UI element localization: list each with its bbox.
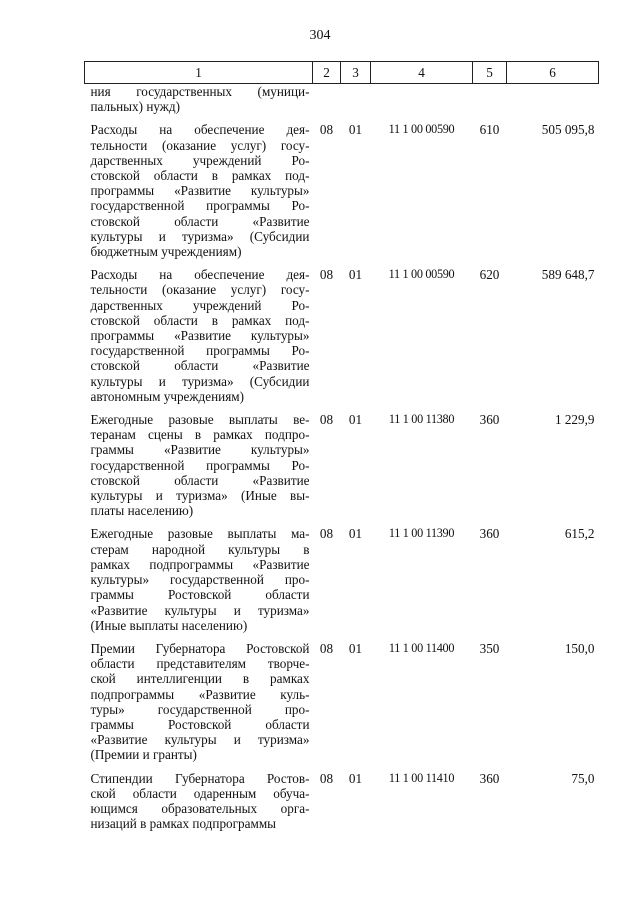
description-line: Ежегодные разовые выплаты ма- [90, 526, 310, 542]
amount: 1 229,9 [554, 412, 595, 428]
row-spacer-cell [85, 259, 599, 267]
description-line: программы «Развитие культуры» [90, 183, 310, 199]
description-line: стерам народной культуры в [90, 541, 310, 557]
table-row [85, 122, 599, 259]
description-line: граммы «Развитие культуры» [90, 442, 310, 458]
description-line: низаций в рамках подпрограммы [90, 816, 277, 832]
table-body [85, 84, 599, 832]
description-line: теранам сцены в рамках подпро- [90, 427, 310, 443]
table-row [85, 84, 599, 115]
amount: 150,0 [564, 640, 595, 656]
description-line: культуры» государственной про- [90, 572, 310, 588]
row-description [85, 641, 313, 763]
section-code: 08 [319, 526, 334, 542]
description-line: Расходы на обеспечение дея- [90, 267, 310, 283]
target-article-code: 11 1 00 00590 [388, 267, 455, 282]
description-line: ющимся образовательных орга- [90, 800, 310, 816]
target-article-code [371, 84, 473, 115]
description-line: государственной программы Ро- [90, 343, 310, 359]
subsection-code: 01 [348, 526, 363, 542]
row-description [85, 771, 313, 832]
row-spacer [85, 259, 599, 267]
expense-type-code [473, 84, 507, 115]
description-line: Расходы на обеспечение дея- [90, 122, 310, 138]
description-line: стовской области в рамках под- [90, 168, 310, 184]
target-article-code: 11 1 00 11400 [388, 640, 455, 655]
description-line: культуры и туризма» (Иные вы- [90, 488, 310, 504]
description-line: туры» государственной про- [90, 701, 310, 717]
row-spacer [85, 114, 599, 122]
expense-type-code: 360 [479, 412, 500, 428]
page-number: 304 [309, 28, 331, 43]
amount: 615,2 [564, 526, 595, 542]
header-col-6: 6 [507, 62, 599, 84]
description-line: (Премии и гранты) [90, 747, 197, 763]
row-description [85, 526, 313, 632]
row-spacer-cell [85, 518, 599, 526]
description-line: тельности (оказание услуг) госу- [90, 137, 310, 153]
description-line: Премии Губернатора Ростовской [90, 640, 310, 656]
subsection-code: 01 [348, 122, 363, 138]
row-description [85, 122, 313, 259]
row-description [85, 412, 313, 518]
target-article-code: 11 1 00 11380 [388, 412, 455, 427]
description-line: ния государственных (муници- [90, 84, 310, 99]
row-spacer-cell [85, 633, 599, 641]
header-col-5: 5 [473, 62, 507, 84]
row-description [85, 267, 313, 404]
description-line: (Иные выплаты населению) [90, 617, 248, 633]
table-row [85, 267, 599, 404]
subsection-code: 01 [348, 640, 363, 656]
description-line: стовской области «Развитие [90, 213, 310, 229]
description-line: дарственных учреждений Ро- [90, 297, 310, 313]
description-line: культуры и туризма» (Субсидии [90, 228, 310, 244]
subsection-code [341, 84, 371, 115]
row-spacer-cell [85, 114, 599, 122]
description-line: пальных) нужд) [90, 99, 181, 115]
header-col-1: 1 [85, 62, 313, 84]
description-line: Стипендии Губернатора Ростов- [90, 770, 310, 786]
row-spacer [85, 518, 599, 526]
amount: 505 095,8 [541, 122, 595, 138]
row-spacer [85, 633, 599, 641]
target-article-code: 11 1 00 11410 [388, 770, 455, 785]
description-line: автономным учреждениям) [90, 388, 245, 404]
description-line: платы населению) [90, 503, 194, 519]
section-code: 08 [319, 122, 334, 138]
description-line: ской области одаренным обуча- [90, 785, 310, 801]
description-line: бюджетным учреждениям) [90, 244, 242, 260]
header-row [85, 62, 599, 84]
subsection-code: 01 [348, 770, 363, 786]
description-line: «Развитие культуры и туризма» [90, 602, 310, 618]
description-line: государственной программы Ро- [90, 457, 310, 473]
description-line: программы «Развитие культуры» [90, 328, 310, 344]
row-spacer-cell [85, 404, 599, 412]
description-line: стовской области в рамках под- [90, 312, 310, 328]
expense-type-code: 360 [479, 770, 500, 786]
expense-type-code: 610 [479, 122, 500, 138]
section-code: 08 [319, 640, 334, 656]
amount: 75,0 [571, 770, 595, 786]
section-code [313, 84, 341, 115]
row-description [85, 84, 313, 115]
description-line: тельности (оказание услуг) госу- [90, 282, 310, 298]
description-line: рамках подпрограммы «Развитие [90, 556, 310, 572]
header-col-3: 3 [341, 62, 371, 84]
header-col-2: 2 [313, 62, 341, 84]
expense-type-code: 360 [479, 526, 500, 542]
target-article-code: 11 1 00 11390 [388, 526, 455, 541]
table-row [85, 641, 599, 763]
table-row [85, 412, 599, 518]
amount [507, 84, 599, 115]
row-spacer [85, 763, 599, 771]
section-code: 08 [319, 412, 334, 428]
description-line: «Развитие культуры и туризма» [90, 732, 310, 748]
amount: 589 648,7 [541, 267, 595, 283]
description-line: стовской области «Развитие [90, 358, 310, 374]
subsection-code: 01 [348, 412, 363, 428]
expense-type-code: 620 [479, 267, 500, 283]
section-code: 08 [319, 267, 334, 283]
description-line: области представителям творче- [90, 656, 310, 672]
description-line: культуры и туризма» (Субсидии [90, 373, 310, 389]
row-spacer [85, 404, 599, 412]
table-row [85, 771, 599, 832]
table-row [85, 526, 599, 632]
description-line: граммы Ростовской области [90, 587, 310, 603]
header-col-4: 4 [371, 62, 473, 84]
description-line: Ежегодные разовые выплаты ве- [90, 412, 310, 428]
row-spacer-cell [85, 763, 599, 771]
subsection-code: 01 [348, 267, 363, 283]
description-line: подпрограммы «Развитие куль- [90, 686, 310, 702]
description-line: ской интеллигенции в рамках [90, 671, 310, 687]
section-code: 08 [319, 770, 334, 786]
expense-type-code: 350 [479, 640, 500, 656]
budget-table [84, 61, 599, 831]
description-line: государственной программы Ро- [90, 198, 310, 214]
description-line: дарственных учреждений Ро- [90, 152, 310, 168]
description-line: граммы Ростовской области [90, 716, 310, 732]
target-article-code: 11 1 00 00590 [388, 122, 455, 137]
description-line: стовской области «Развитие [90, 472, 310, 488]
